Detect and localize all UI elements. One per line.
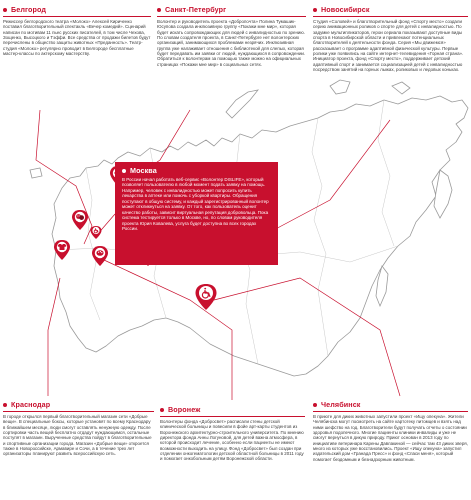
city-header [313, 400, 468, 412]
city-title-novosibirsk: Новосибирск [321, 5, 370, 14]
bullet-dot [3, 8, 7, 12]
connector-krasnodar [48, 278, 60, 396]
city-title-krasnodar: Краснодар [11, 400, 51, 409]
city-text-chelyabinsk: В приюте для диких животных запустили проект «Ищу опекуна». Жители Челябинска могут посмотреть на сайте картотеку питомцев и взять над ними шефство на год. Благотворители будут получать отчеты о состоянии здоровья подопечного. Многие пациенты клиники инвалиды и уже не смогут вернуться в дикую природу. Приют основан в 2013 году по инициативе ветеринара Карены Давлакиной — сейчас там 43 диких зверя, много из которых уже восстановились. Проект «Ищу опекуна» запустил издательский дом «Гранада Пресс» и фонд «Спаси меня», который помогает бездомным и безнадзорным животным. [313, 414, 468, 462]
city-title-moscow: Москва [130, 166, 157, 175]
bullet-dot [313, 403, 317, 407]
city-header [160, 405, 305, 417]
bullet-dot [3, 403, 7, 407]
city-block-chelyabinsk [313, 400, 468, 462]
severnaya-zemlya-outline [330, 80, 350, 94]
kamchatka-outline [434, 170, 452, 218]
city-title-chelyabinsk: Челябинск [321, 400, 361, 409]
city-title-belgorod: Белгород [11, 5, 47, 14]
city-text-voronezh: Волонтеры фонда «Добросвет» расписали стены детской клинической больницы и повесили в фойе арт-карты студентов из Воронежского архитектурно-строительного университета. По мнению директора фонда Анны Логуновой, для детей важна атмосфера, в которой происходит лечение, особенно если пациенты не имеют возможности выходить на улицу. Фонд «Добросвет» был создан при отделении онкогематологии детской областной больницы в 2011 году и помогает онкобольным детям Воронежской области. [160, 419, 304, 462]
city-header [3, 5, 151, 17]
city-title-voronezh: Воронеж [168, 405, 201, 414]
city-block-voronezh [160, 405, 305, 462]
kaliningrad-outline [30, 168, 42, 178]
city-block-krasnodar [3, 400, 154, 457]
city-header [122, 166, 272, 175]
city-header [313, 5, 468, 17]
city-text-novosibirsk: Студия «Соловей» и благотворительный фонд «Спорту место» создали серию анимационных роликов о спорте для детей с инвалидностью. По задумке мультипликаторов, герои сериала показывают доступные виды спорта в Новосибирской области и привлекают потенциальных благотворителей к деятельности фонда. Серия «Мы движемся» рассказывает о программе адаптивной физической культуры. Первые ролики уже появились на сайте интернет-телевидения «Горная страна». Инициатор проекта, фонд «Спорту место», поддерживает детский адаптивный спорт и занимается социализацией детей с инвалидностью посредством занятий на горных лыжах, роликовых и ледовых коньках. [313, 19, 464, 73]
city-text-belgorod: Режиссер белгородского театра «Молоко» Алексей Кириченко поставил благотворительный спектакль «Вечер комедий». Сценарий написан по мотивам 11 пьес русских писателей, в том числе Чехова, Зощенко, Высоцкого и Тэффи. Все средства от продажи билетов будут перечислены в общество защиты животных «Преданность». Театр-студия «Молоко» регулярно проводит в Белгороде бесплатные мастер-классы по актерскому мастерству. [3, 19, 151, 57]
city-text-spb: Волонтер и руководитель проекта «Добропочта» Полина Тумашик-Юсупова создала инклюзивную группу «Покажи мне мир», которая будет искать сопровождающих для людей с инвалидностью по зрению. По словам создателя проекта, в Санкт-Петербурге нет волонтерских организаций, занимающихся проблемами незрячих. Инклюзивная группа уже налаживает отношения с библиотекой для слепых, которая будет передавать им заявки от людей, нуждающихся в сопровождении. Обратиться к волонтерам за помощью также можно на официальных страницах «Покажи мне мир» в социальных сетях. [157, 19, 306, 67]
city-title-spb: Санкт-Петербург [165, 5, 227, 14]
bullet-dot [313, 8, 317, 12]
city-header [157, 5, 306, 17]
bullet-dot [122, 169, 126, 173]
city-block-novosibirsk [313, 5, 468, 72]
palette-icon [96, 250, 103, 256]
city-block-spb [157, 5, 306, 67]
city-text-krasnodar: В городе открылся первый благотворительный магазин сети «Добрые вещи». В специальные боксы, которые установят по всему Краснодару в ближайшем месяце, люди смогут оставлять ненужную одежду. После сортировки часть вещей бесплатно отдадут нуждающимся, остальные поступят в магазин. Вырученные средства пойдут в благотворительные и спортивные организации города. Магазин «Добрые вещи» откроется также в Новороссийске, Армавире и Сочи, а в течение трех лет организаторы планируют развить всероссийскую сеть. [3, 414, 152, 457]
city-text-moscow: В России начал работать веб-сервис «Волонтер DISLIFE», который позволяет пользователю в любой момент подать заявку на помощь. Например, человек с инвалидностью может попросить купить лекарства в аптеке или помочь с уборкой квартиры. Обращения поступают в общую систему, и каждый зарегистрированный волонтер может откликнуться на заявку. От того, как пользователь оценит качество работы, зависит виртуальная репутация добровольца. Пока система тестируется только в Москве, но, по словам руководителя проекта Юрия Ковалева, услуга будет доступна во всех городах России. [122, 177, 269, 232]
city-header [3, 400, 154, 412]
novaya-zemlya-outline [226, 90, 258, 118]
nsib-islands-outline [392, 82, 410, 94]
bullet-dot [160, 408, 164, 412]
city-block-moscow [115, 162, 278, 265]
bullet-dot [157, 8, 161, 12]
city-block-belgorod [3, 5, 151, 56]
